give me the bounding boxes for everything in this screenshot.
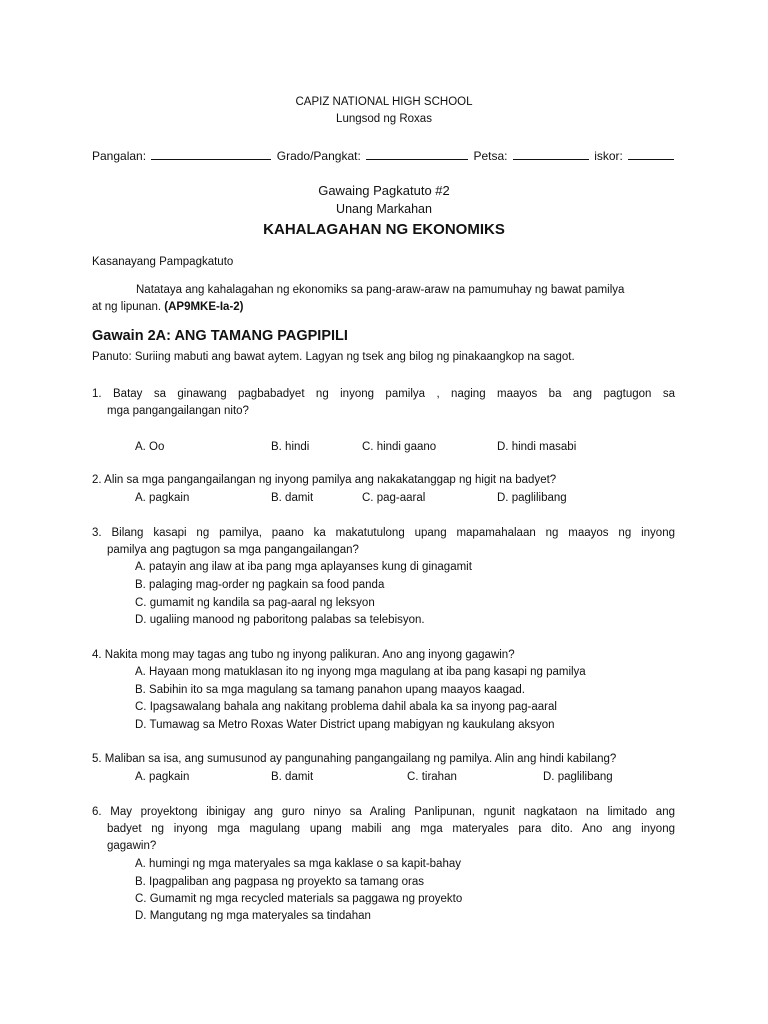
- question-6-option-c[interactable]: C. Gumamit ng mga recycled materials sa paggawa ng proyekto: [135, 893, 463, 905]
- name-blank[interactable]: [151, 148, 271, 160]
- question-2-option-b[interactable]: B. damit: [271, 492, 314, 504]
- school-name: CAPIZ NATIONAL HIGH SCHOOL: [295, 96, 473, 108]
- question-3-option-b[interactable]: B. palaging mag-order ng pagkain sa food panda: [135, 579, 385, 591]
- question-3-option-c[interactable]: C. gumamit ng kandila sa pag-aaral ng leksyon: [135, 597, 375, 609]
- competency-code: (AP9MKE-Ia-2): [164, 301, 244, 313]
- question-6-option-d[interactable]: D. Mangutang ng mga materyales sa tindahan: [135, 910, 371, 922]
- question-5-option-d[interactable]: D. paglilibang: [543, 771, 613, 783]
- question-1-line-1: 1. Batay sa ginawang pagbabadyet ng inyong pamilya , naging maayos ba ang pagtugon sa: [92, 388, 675, 400]
- grade-label: Grado/Pangkat:: [276, 149, 361, 163]
- question-1-line-2: mga pangangailangan nito?: [107, 405, 249, 417]
- question-5-option-b[interactable]: B. damit: [271, 771, 314, 783]
- topic-title: KAHALAGAHAN NG EKONOMIKS: [263, 221, 505, 238]
- question-6-option-a[interactable]: A. humingi ng mga materyales sa mga kaklase o sa kapit-bahay: [135, 858, 461, 870]
- question-4-option-b[interactable]: B. Sabihin ito sa mga magulang sa tamang panahon upang maayos kaagad.: [135, 684, 525, 696]
- grade-blank[interactable]: [366, 148, 468, 160]
- score-blank[interactable]: [628, 148, 674, 160]
- question-2-option-c[interactable]: C. pag-aaral: [362, 492, 426, 504]
- question-1-option-b[interactable]: B. hindi: [271, 441, 310, 453]
- quarter-title: Unang Markahan: [336, 202, 432, 216]
- skill-heading: Kasanayang Pampagkatuto: [92, 256, 234, 268]
- question-6-line-1: 6. May proyektong ibinigay ang guro ninyo sa Araling Panlipunan, ngunit nagkataon na limitado ang: [92, 806, 675, 818]
- question-4-line-1: 4. Nakita mong may tagas ang tubo ng inyong palikuran. Ano ang inyong gagawin?: [92, 649, 515, 661]
- date-label: Petsa:: [473, 149, 508, 163]
- question-5-line-1: 5. Maliban sa isa, ang sumusunod ay pangunahing pangangailang ng pamilya. Alin ang hindi kabilang?: [92, 753, 617, 765]
- question-5-option-a[interactable]: A. pagkain: [135, 771, 190, 783]
- question-2-line-1: 2. Alin sa mga pangangailangan ng inyong pamilya ang nakakatanggap ng higit na badyet?: [92, 474, 557, 486]
- question-3-line-1: 3. Bilang kasapi ng pamilya, paano ka makatutulong upang mapamahalaan ng maayos ng inyong: [92, 527, 675, 539]
- question-4-option-a[interactable]: A. Hayaan mong matuklasan ito ng inyong mga magulang at iba pang kasapi ng pamilya: [135, 666, 586, 678]
- competency-text: at ng lipunan.: [92, 301, 162, 313]
- question-6-line-3: gagawin?: [107, 840, 157, 852]
- question-6-option-b[interactable]: B. Ipagpaliban ang pagpasa ng proyekto sa tamang oras: [135, 876, 424, 888]
- activity-title: Gawaing Pagkatuto #2: [318, 183, 450, 198]
- question-3-option-d[interactable]: D. ugaliing manood ng paboritong palabas sa telebisyon.: [135, 614, 425, 626]
- competency-line-1: Natataya ang kahalagahan ng ekonomiks sa pang-araw-araw na pamumuhay ng bawat pamilya: [136, 284, 625, 296]
- question-1-option-a[interactable]: A. Oo: [135, 441, 165, 453]
- question-2-option-d[interactable]: D. paglilibang: [497, 492, 567, 504]
- gawain-title: Gawain 2A: ANG TAMANG PAGPIPILI: [92, 328, 348, 344]
- student-info-line: [92, 148, 676, 163]
- question-5-option-c[interactable]: C. tirahan: [407, 771, 457, 783]
- date-blank[interactable]: [513, 148, 589, 160]
- score-label: iskor:: [594, 149, 623, 163]
- instructions: Panuto: Suriing mabuti ang bawat aytem. Lagyan ng tsek ang bilog ng pinakaangkop na sagot.: [92, 351, 575, 363]
- city-name: Lungsod ng Roxas: [336, 113, 432, 125]
- question-3-line-2: pamilya ang pagtugon sa mga pangangailangan?: [107, 544, 359, 556]
- question-3-option-a[interactable]: A. patayin ang ilaw at iba pang mga aplayanses kung di ginagamit: [135, 561, 472, 573]
- question-4-option-c[interactable]: C. Ipagsawalang bahala ang nakitang problema dahil abala ka sa inyong pag-aaral: [135, 701, 557, 713]
- question-6-line-2: badyet ng inyong mga magulang upang mabili ang mga materyales para dito. Ano ang inyong: [107, 823, 675, 835]
- question-1-option-d[interactable]: D. hindi masabi: [497, 441, 577, 453]
- question-1-option-c[interactable]: C. hindi gaano: [362, 441, 437, 453]
- name-label: Pangalan:: [92, 149, 147, 163]
- question-2-option-a[interactable]: A. pagkain: [135, 492, 190, 504]
- competency-line-2: [92, 301, 244, 313]
- question-4-option-d[interactable]: D. Tumawag sa Metro Roxas Water District upang mabigyan ng kaukulang aksyon: [135, 719, 555, 731]
